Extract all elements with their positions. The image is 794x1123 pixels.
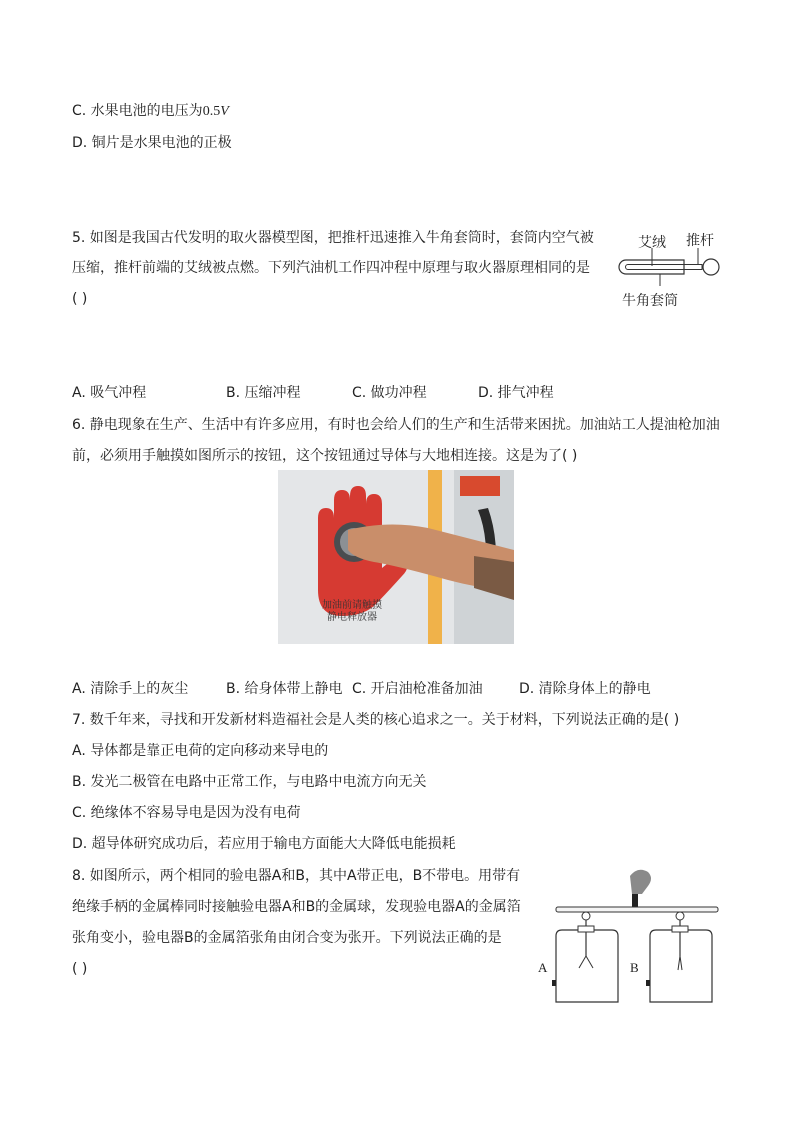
push-rod-shape: [626, 265, 702, 270]
q5-option-c: C. 做功冲程: [352, 385, 427, 401]
q4-option-c-text: C. 水果电池的电压为: [72, 103, 203, 119]
sign-text: [312, 600, 392, 624]
metal-ball-a: [582, 912, 590, 920]
sign-text-line1: 加油前请触摸: [322, 600, 382, 611]
q8-stem-line3: 张角变小，验电器B的金属箔张角由闭合变为张开。下列说法正确的是: [72, 930, 502, 946]
foil-a-right: [586, 956, 593, 968]
q5-option-d: D. 排气冲程: [478, 385, 554, 401]
q5-stem-line1: 5. 如图是我国古代发明的取火器模型图，把推杆迅速推入牛角套筒时，套筒内空气被: [72, 230, 594, 246]
q6-option-b: B. 给身体带上静电: [226, 681, 343, 697]
static-discharge-photo: [278, 470, 514, 644]
label-push-rod: 推杆: [686, 233, 714, 249]
q8-stem-line1: 8. 如图所示，两个相同的验电器A和B，其中A带正电，B不带电。用带有: [72, 868, 521, 884]
q4-option-c: [72, 101, 229, 122]
label-horn-sleeve: 牛角套筒: [622, 293, 678, 309]
pump-label-plate: [460, 476, 500, 496]
q8-stem-line2: 绝缘手柄的金属棒同时接触验电器A和B的金属球，发现验电器A的金属箔: [72, 899, 521, 915]
electroscope-a-case: [556, 930, 618, 1002]
q8-stem-line4: ( ): [72, 961, 88, 977]
electroscope-label-a: A: [538, 960, 548, 975]
q7-option-d: D. 超导体研究成功后，若应用于输电方面能大大降低电能损耗: [72, 836, 456, 852]
q4-option-d: D. 铜片是水果电池的正极: [72, 135, 232, 151]
electroscope-label-b: B: [630, 960, 639, 975]
q4-option-c-math: [203, 104, 229, 119]
q4-option-c-unit: V: [220, 104, 229, 119]
q6-option-c: C. 开启油枪准备加油: [352, 681, 483, 697]
q5-option-b: B. 压缩冲程: [226, 385, 301, 401]
q7-option-c: C. 绝缘体不容易导电是因为没有电荷: [72, 805, 301, 821]
q4-option-c-value: 0.5: [202, 104, 221, 119]
q5-stem-line3: ( ): [72, 291, 88, 307]
rod-knob-shape: [703, 259, 719, 275]
electroscope-diagram: [526, 864, 726, 1010]
q6-option-d: D. 清除身体上的静电: [519, 681, 651, 697]
hand-holding-rod: [630, 870, 651, 894]
foil-a-left: [579, 956, 586, 968]
foil-b-left: [678, 956, 680, 970]
q6-option-a: A. 清除手上的灰尘: [72, 681, 189, 697]
metal-rod: [556, 907, 718, 912]
q5-stem-line2: 压缩，推杆前端的艾绒被点燃。下列汽油机工作四冲程中原理与取火器原理相同的是: [72, 260, 590, 276]
foil-b-right: [680, 956, 682, 970]
label-moxa: 艾绒: [638, 235, 666, 251]
q7-option-b: B. 发光二极管在电路中正常工作，与电路中电流方向无关: [72, 774, 427, 790]
q7-stem: 7. 数千年来，寻找和开发新材料造福社会是人类的核心追求之一。关于材料，下列说法正确的是( ): [72, 712, 680, 728]
q6-stem-line1: 6. 静电现象在生产、生活中有许多应用，有时也会给人们的生产和生活带来困扰。加油站工人提油枪加油: [72, 417, 720, 433]
sign-text-line2: 静电释放器: [327, 612, 377, 623]
insulating-handle: [632, 894, 638, 907]
q6-stem-line2: 前，必须用手触摸如图所示的按钮，这个按钮通过导体与大地相连接。这是为了( ): [72, 448, 578, 464]
q5-option-a: A. 吸气冲程: [72, 385, 147, 401]
q7-option-a: A. 导体都是靠正电荷的定向移动来导电的: [72, 743, 329, 759]
metal-ball-b: [676, 912, 684, 920]
